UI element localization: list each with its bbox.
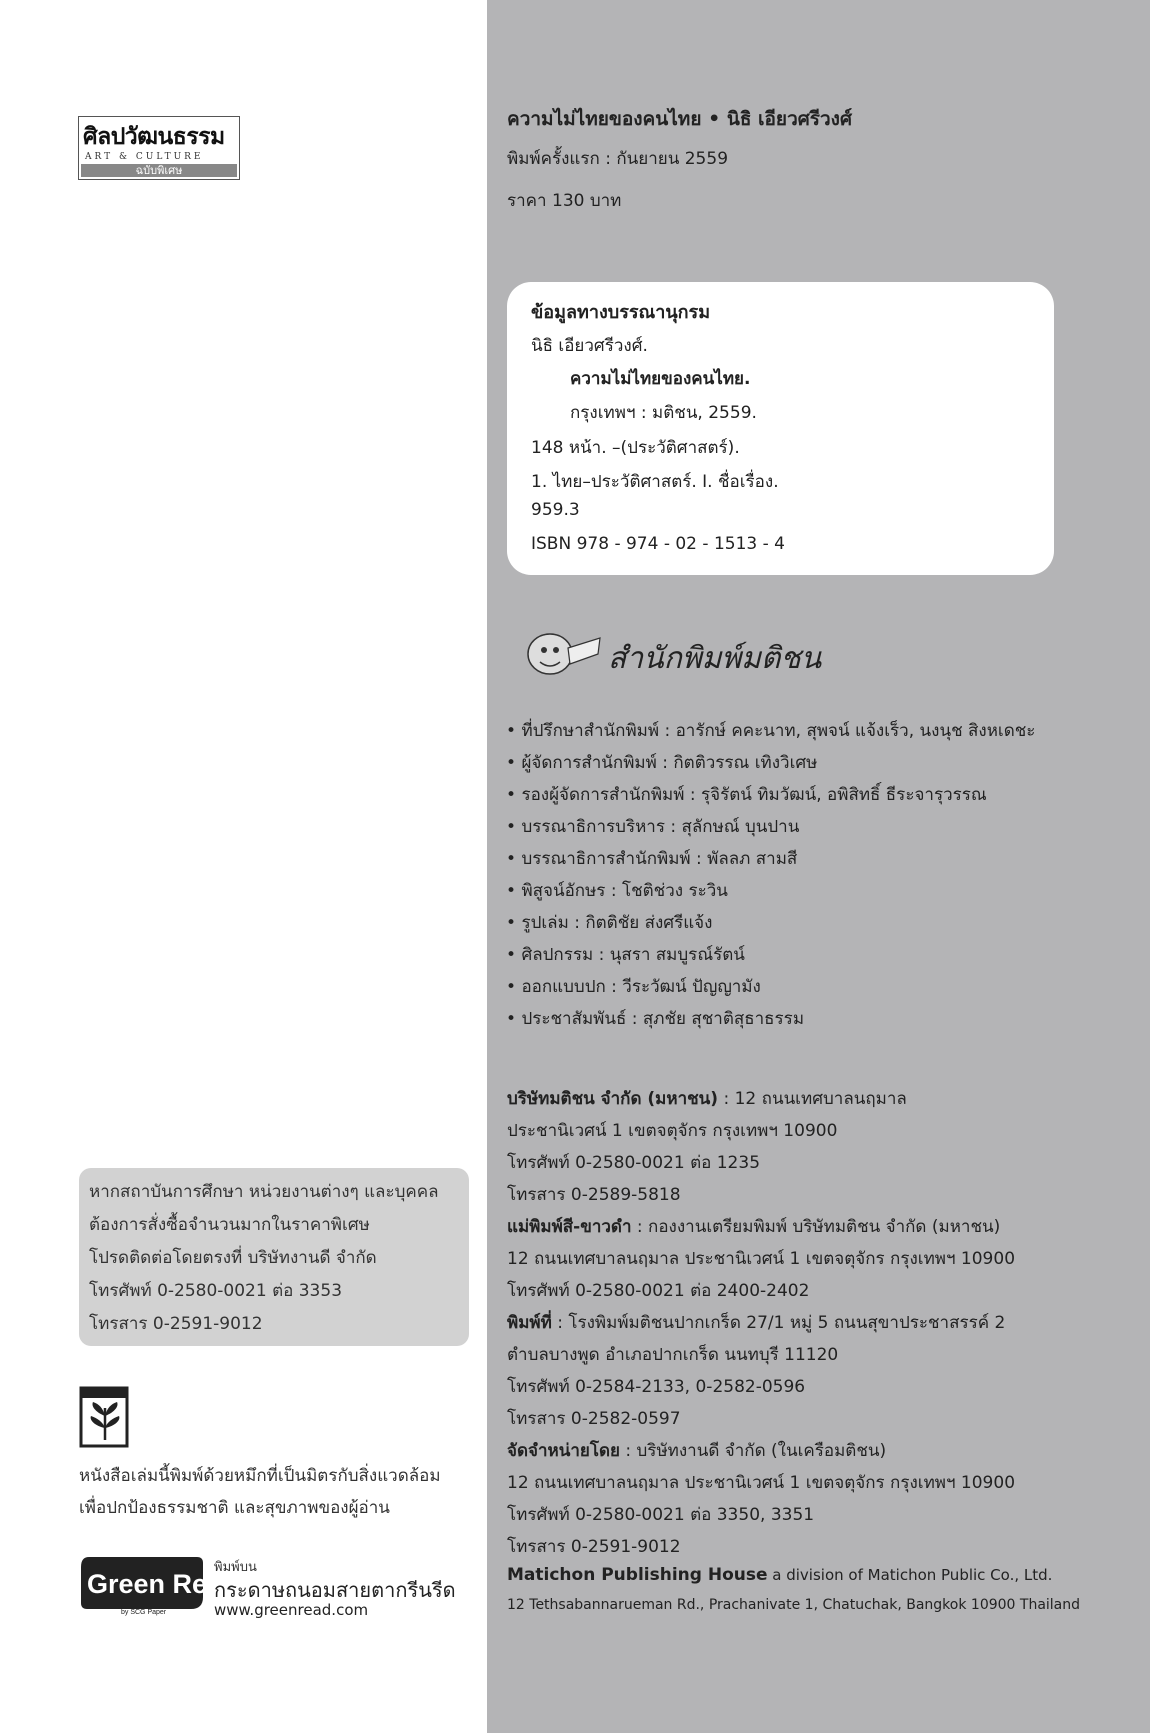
logo-edition: ฉบับพิเศษ <box>81 164 237 177</box>
staff-item: • ออกแบบปก : วีระวัฒน์ ปัญญามัง <box>506 973 761 1000</box>
distributor-tel: โทรศัพท์ 0-2580-0021 ต่อ 3350, 3351 <box>507 1505 815 1525</box>
company-tel: โทรศัพท์ 0-2580-0021 ต่อ 1235 <box>507 1153 761 1173</box>
staff-item: • บรรณาธิการสำนักพิมพ์ : พัลลภ สามสี <box>506 845 797 872</box>
plate-tel: โทรศัพท์ 0-2580-0021 ต่อ 2400-2402 <box>507 1281 810 1301</box>
paper-name: กระดาษถนอมสายตากรีนรีด <box>214 1578 456 1602</box>
plate-value: : กองงานเตรียมพิมพ์ บริษัทมติชน จำกัด (มหาชน) <box>631 1217 1001 1237</box>
staff-item: • รองผู้จัดการสำนักพิมพ์ : รุจิรัตน์ ทิมวัฒน์, อพิสิทธิ์ ธีระจารุวรรณ <box>506 781 987 808</box>
distributor-address: 12 ถนนเทศบาลนฤมาล ประชานิเวศน์ 1 เขตจตุจักร กรุงเทพฯ 10900 <box>507 1473 1016 1493</box>
order-line: โปรดติดต่อโดยตรงที่ บริษัทงานดี จำกัด <box>89 1248 377 1268</box>
staff-item: • ศิลปกรรม : นุสรา สมบูรณ์รัตน์ <box>506 941 745 968</box>
printer-address: ตำบลบางพูด อำเภอปากเกร็ด นนทบุรี 11120 <box>507 1345 839 1365</box>
printer-line <box>507 1309 1005 1336</box>
distributor-fax: โทรสาร 0-2591-9012 <box>507 1537 681 1557</box>
plate-address: 12 ถนนเทศบาลนฤมาล ประชานิเวศน์ 1 เขตจตุจักร กรุงเทพฯ 10900 <box>507 1249 1016 1269</box>
logo-subtitle: ART & CULTURE <box>85 152 204 162</box>
book-title-line: ความไม่ไทยของคนไทย • นิธิ เอียวศรีวงศ์ <box>507 108 853 130</box>
catalog-book-title: ความไม่ไทยของคนไทย. <box>570 369 751 389</box>
catalog-author: นิธิ เอียวศรีวงศ์. <box>531 336 648 356</box>
price-line: ราคา 130 บาท <box>507 191 622 211</box>
staff-item: • ที่ปรึกษาสำนักพิมพ์ : อารักษ์ คคะนาท, สุพจน์ แจ้งเร็ว, นงนุช สิงหเดชะ <box>506 717 1035 744</box>
order-line: โทรสาร 0-2591-9012 <box>89 1314 263 1334</box>
eco-text-line: เพื่อปกป้องธรรมชาติ และสุขภาพของผู้อ่าน <box>79 1498 390 1518</box>
staff-item: • ประชาสัมพันธ์ : สุภชัย สุชาติสุธาธรรม <box>506 1005 804 1032</box>
publisher-logo-text: สำนักพิมพ์มติชน <box>608 641 822 676</box>
english-house: Matichon Publishing House <box>507 1565 768 1585</box>
printer-label: พิมพ์ที่ <box>507 1313 552 1333</box>
staff-item: • ผู้จัดการสำนักพิมพ์ : กิตติวรรณ เทิงวิเศษ <box>506 749 817 776</box>
order-line: หากสถาบันการศึกษา หน่วยงานต่างๆ และบุคคล <box>89 1182 439 1202</box>
catalog-heading: ข้อมูลทางบรรณานุกรม <box>531 302 711 323</box>
catalog-isbn: ISBN 978 - 974 - 02 - 1513 - 4 <box>531 534 785 554</box>
green-read-logo-sub: by SCG Paper <box>121 1609 167 1616</box>
left-column <box>0 0 487 1733</box>
staff-item: • บรรณาธิการบริหาร : สุลักษณ์ บุนปาน <box>506 813 799 840</box>
english-address: 12 Tethsabannarueman Rd., Prachanivate 1, Chatuchak, Bangkok 10900 Thailand <box>507 1597 1081 1613</box>
eco-text-line: หนังสือเล่มนี้พิมพ์ด้วยหมึกที่เป็นมิตรกับสิ่งแวดล้อม <box>79 1466 441 1486</box>
order-line: ต้องการสั่งซื้อจำนวนมากในราคาพิเศษ <box>89 1215 370 1235</box>
first-print-line: พิมพ์ครั้งแรก : กันยายน 2559 <box>507 149 729 169</box>
eco-plant-book-icon <box>79 1386 131 1450</box>
distributor-line <box>507 1437 886 1464</box>
printed-on-label: พิมพ์บน <box>214 1560 257 1575</box>
printer-value: : โรงพิมพ์มติชนปากเกร็ด 27/1 หมู่ 5 ถนนสุขาประชาสรรค์ 2 <box>551 1313 1006 1333</box>
english-division: a division of Matichon Public Co., Ltd. <box>767 1566 1053 1584</box>
distributor-label: จัดจำหน่ายโดย <box>507 1441 620 1461</box>
english-publisher-line <box>507 1565 1052 1585</box>
catalog-box <box>507 282 1054 575</box>
green-read-url[interactable]: www.greenread.com <box>214 1601 369 1619</box>
printer-tel: โทรศัพท์ 0-2584-2133, 0-2582-0596 <box>507 1377 806 1397</box>
company-address: : 12 ถนนเทศบาลนฤมาล <box>718 1089 907 1109</box>
distributor-value: : บริษัทงานดี จำกัด (ในเครือมติชน) <box>619 1441 887 1461</box>
bulk-order-box <box>79 1168 469 1346</box>
matichon-publisher-logo <box>520 618 840 690</box>
art-culture-logo <box>78 116 240 180</box>
printer-fax: โทรสาร 0-2582-0597 <box>507 1409 681 1429</box>
staff-item: • รูปเล่ม : กิตติชัย ส่งศรีแจ้ง <box>506 909 712 936</box>
company-fax: โทรสาร 0-2589-5818 <box>507 1185 681 1205</box>
catalog-class-number: 959.3 <box>531 500 580 520</box>
company-address-2: ประชานิเวศน์ 1 เขตจตุจักร กรุงเทพฯ 10900 <box>507 1121 838 1141</box>
plate-line <box>507 1213 1000 1240</box>
catalog-pages: 148 หน้า. –(ประวัติศาสตร์). <box>531 438 740 458</box>
catalog-publication: กรุงเทพฯ : มติชน, 2559. <box>570 403 757 423</box>
company-name: บริษัทมติชน จำกัด (มหาชน) <box>507 1089 719 1109</box>
order-line: โทรศัพท์ 0-2580-0021 ต่อ 3353 <box>89 1281 343 1301</box>
logo-title: ศิลปวัฒนธรรม <box>83 123 225 150</box>
company-line <box>507 1085 907 1112</box>
staff-item: • พิสูจน์อักษร : โชติช่วง ระวิน <box>506 877 728 904</box>
green-read-logo-text: Green Read <box>87 1569 239 1599</box>
catalog-subject: 1. ไทย–ประวัติศาสตร์. I. ชื่อเรื่อง. <box>531 472 779 492</box>
plate-label: แม่พิมพ์สี-ขาวดำ <box>507 1217 632 1237</box>
